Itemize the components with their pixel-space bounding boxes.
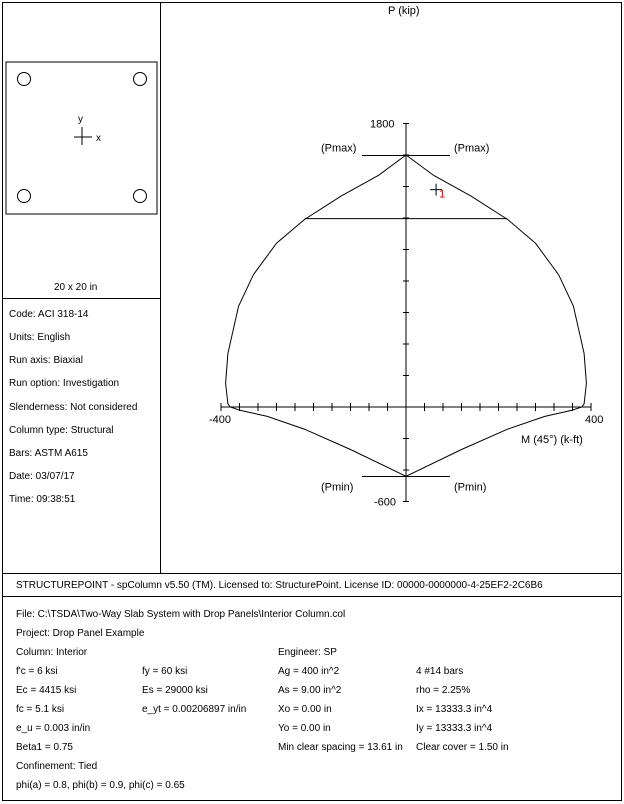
details-panel [2, 597, 622, 801]
y-tick-label-min: -600 [374, 496, 397, 509]
info-time: Time: 09:38:51 [9, 494, 76, 505]
bars-value: 4 #14 bars [416, 666, 464, 677]
engineer-name: Engineer: SP [278, 647, 337, 658]
license-text: STRUCTUREPOINT - spColumn v5.50 (TM). Licensed to: StructurePoint. License ID: 00000-0000000-4-25EF2-2C6B6 [16, 580, 543, 591]
rho-value: rho = 2.25% [416, 685, 471, 696]
phi-factors: phi(a) = 0.8, phi(b) = 0.9, phi(c) = 0.65 [16, 780, 185, 791]
y-axis-title: P (kip) [388, 5, 420, 17]
e-u-value: e_u = 0.003 in/in [16, 723, 91, 734]
fc-value: f'c = 6 ksi [16, 666, 58, 677]
x-tick-label-max: 400 [585, 414, 604, 426]
interaction-diagram [160, 2, 622, 574]
clear-cover: Clear cover = 1.50 in [416, 742, 509, 753]
pmax-label-right: (Pmax) [454, 142, 490, 155]
ix-value: Ix = 13333.3 in^4 [416, 704, 493, 715]
yo-value: Yo = 0.00 in [278, 723, 331, 734]
xo-value: Xo = 0.00 in [278, 704, 332, 715]
info-run-option: Run option: Investigation [9, 378, 120, 389]
ec-value: Ec = 4415 ksi [16, 685, 77, 696]
x-tick-label-min: -400 [209, 414, 232, 426]
column-name: Column: Interior [16, 647, 88, 658]
rebar [18, 73, 31, 86]
fc-stress-value: fc = 5.1 ksi [16, 704, 65, 715]
e-yt-value: e_yt = 0.00206897 in/in [142, 704, 247, 715]
project-name: Project: Drop Panel Example [16, 628, 145, 639]
section-drawing [2, 2, 161, 299]
interaction-diagram-panel [160, 2, 622, 574]
y-tick-label-max: 1800 [370, 118, 395, 131]
as-value: As = 9.00 in^2 [278, 685, 342, 696]
info-panel [2, 298, 161, 574]
section-size-label: 20 x 20 in [54, 282, 98, 293]
confinement: Confinement: Tied [16, 761, 98, 772]
section-panel [2, 2, 161, 299]
beta1-value: Beta1 = 0.75 [16, 742, 73, 753]
rebar [134, 190, 147, 203]
rebar [134, 73, 147, 86]
info-slenderness: Slenderness: Not considered [9, 402, 138, 413]
rebar [18, 190, 31, 203]
axis-x-label: x [96, 133, 101, 144]
info-run-axis: Run axis: Biaxial [9, 355, 83, 366]
pmax-label-left: (Pmax) [321, 142, 357, 155]
file-path: File: C:\TSDA\Two-Way Slab System with Drop Panels\Interior Column.col [16, 609, 346, 620]
demand-point-label: 1 [439, 188, 446, 201]
info-units: Units: English [9, 332, 71, 343]
info-code: Code: ACI 318-14 [9, 309, 89, 320]
license-bar [2, 573, 622, 597]
fy-value: fy = 60 ksi [142, 666, 188, 677]
min-clear-spacing: Min clear spacing = 13.61 in [278, 742, 403, 753]
info-column-type: Column type: Structural [9, 425, 114, 436]
x-axis-title: M (45°) (k-ft) [521, 434, 583, 446]
axis-y-label: y [78, 114, 83, 125]
info-date: Date: 03/07/17 [9, 471, 75, 482]
info-bars: Bars: ASTM A615 [9, 448, 88, 459]
ag-value: Ag = 400 in^2 [278, 666, 340, 677]
iy-value: Iy = 13333.3 in^4 [416, 723, 493, 734]
es-value: Es = 29000 ksi [142, 685, 208, 696]
pmin-label-left: (Pmin) [321, 481, 354, 494]
pmin-label-right: (Pmin) [454, 481, 487, 494]
